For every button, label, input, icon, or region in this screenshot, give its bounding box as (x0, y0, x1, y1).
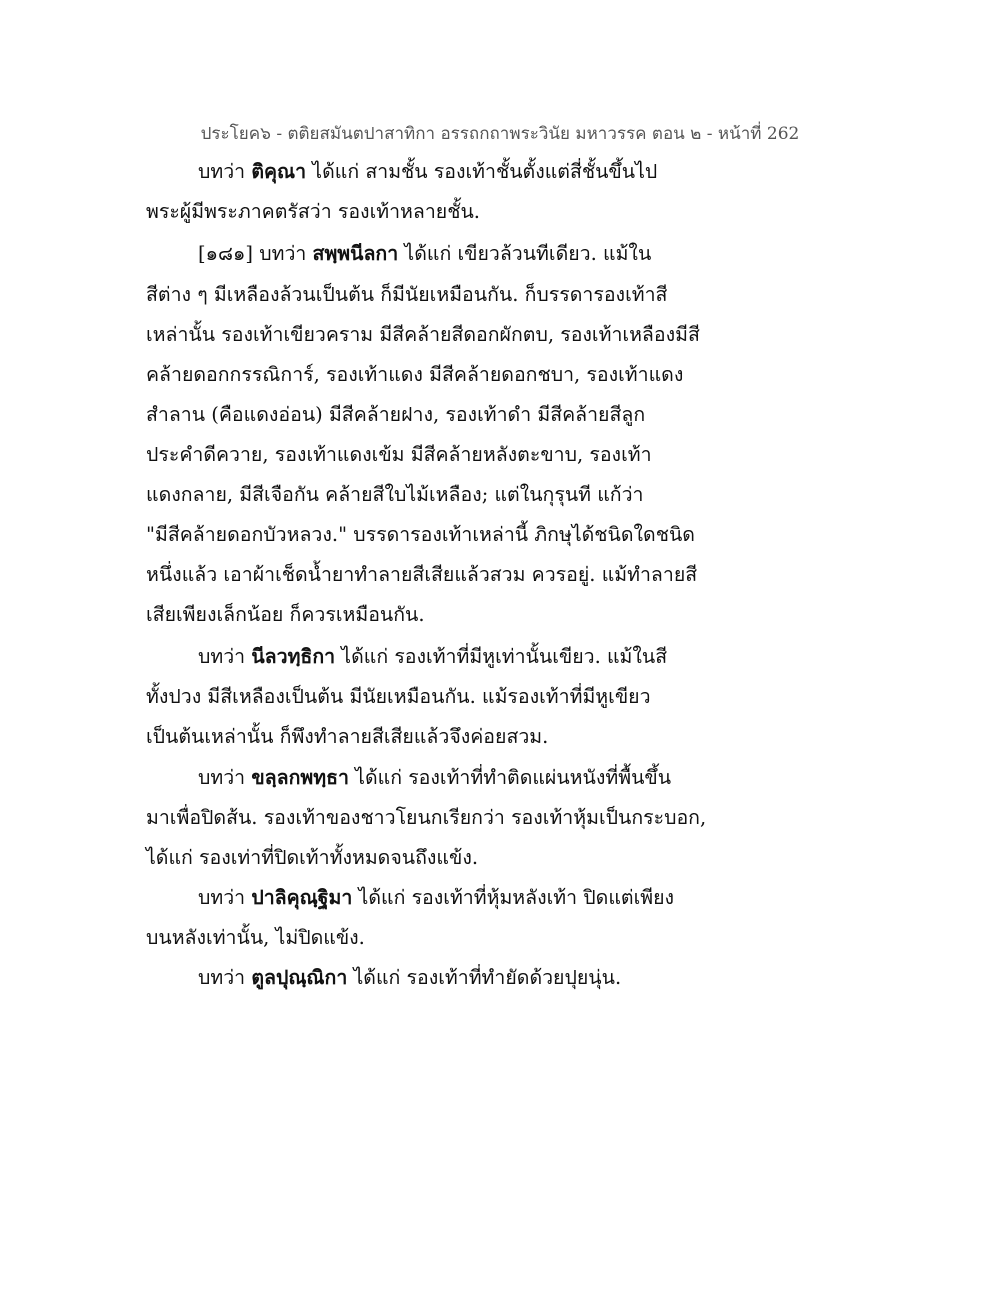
text-line (146, 483, 644, 506)
text-line (198, 966, 621, 989)
text-run: [๑๘๑] บทว่า (198, 242, 313, 265)
pali-term: ติคุณา (251, 160, 307, 183)
text-line (146, 323, 700, 346)
text-run: ได้แก่ สามชั้น รองเท้าชั้นตั้งแต่สี่ชั้นขึ้นไป (306, 160, 658, 183)
text-run: ได้แก่ รองเท้าที่ทำยัดด้วยปุยนุ่น. (347, 966, 622, 989)
text-run: บทว่า (198, 886, 252, 909)
text-line (146, 363, 683, 386)
text-line (198, 645, 667, 668)
pali-term: ตูลปุณฺณิกา (251, 966, 348, 989)
text-run: สีต่าง ๆ มีเหลืองล้วนเป็นต้น ก็มีนัยเหมือนกัน. ก็บรรดารองเท้าสี (146, 283, 668, 306)
page-header: ประโยค๖ - ตติยสมันตปาสาทิกา อรรถกถาพระวินัย มหาวรรค ตอน ๒ - หน้าที่ 262 (200, 124, 800, 144)
text-line (146, 926, 365, 949)
text-run: ทั้งปวง มีสีเหลืองเป็นต้น มีนัยเหมือนกัน. แม้รองเท้าที่มีหูเขียว (146, 685, 651, 708)
text-line (198, 886, 674, 909)
text-run: บทว่า (198, 766, 252, 789)
pali-term: ปาลิคุณฺฐิมา (251, 886, 353, 909)
text-run: ได้แก่ รองเท้าที่หุ้มหลังเท้า ปิดแต่เพียง (352, 886, 675, 909)
text-run: มาเพื่อปิดส้น. รองเท้าของชาวโยนกเรียกว่า รองเท้าหุ้มเป็นกระบอก, (146, 806, 707, 829)
text-line (146, 443, 652, 466)
text-run: บทว่า (198, 160, 252, 183)
text-line (146, 806, 706, 829)
text-line (146, 283, 667, 306)
pali-term: ขลฺลกพทฺธา (251, 766, 349, 789)
text-line (146, 685, 651, 708)
text-run: เสียเพียงเล็กน้อย ก็ควรเหมือนกัน. (146, 603, 425, 626)
text-run: สำลาน (คือแดงอ่อน) มีสีคล้ายฝาง, รองเท้าดำ มีสีคล้ายสีลูก (146, 403, 646, 426)
text-run: ได้แก่ รองเท่าที่ปิดเท้าทั้งหมดจนถึงแข้ง. (146, 846, 479, 869)
text-line (146, 603, 425, 626)
text-line (198, 160, 657, 183)
text-run: บทว่า (198, 645, 252, 668)
text-run: หนึ่งแล้ว เอาผ้าเช็ดน้ำยาทำลายสีเสียแล้วสวม ควรอยู่. แม้ทำลายสี (146, 563, 698, 586)
text-line (198, 242, 651, 265)
text-line (146, 403, 645, 426)
text-run: "มีสีคล้ายดอกบัวหลวง." บรรดารองเท้าเหล่านี้ ภิกษุได้ชนิดใดชนิด (146, 523, 695, 546)
text-run: บทว่า (198, 966, 252, 989)
text-run: ได้แก่ รองเท้าที่มีหูเท่านั้นเขียว. แม้ในสี (335, 645, 668, 668)
pali-term: สพฺพนีลกา (312, 242, 399, 265)
text-run: พระผู้มีพระภาคตรัสว่า รองเท้าหลายชั้น. (146, 200, 480, 223)
text-run: บนหลังเท่านั้น, ไม่ปิดแข้ง. (146, 926, 365, 949)
pali-term: นีลวทฺธิกา (251, 645, 336, 668)
text-run: เหล่านั้น รองเท้าเขียวคราม มีสีคล้ายสีดอกผักตบ, รองเท้าเหลืองมีสี (146, 323, 700, 346)
text-line (146, 563, 697, 586)
text-line (146, 846, 478, 869)
text-run: ได้แก่ เขียวล้วนทีเดียว. แม้ใน (398, 242, 652, 265)
text-run: ได้แก่ รองเท้าที่ทำติดแผ่นหนังที่พื้นขึ้น (348, 766, 672, 789)
text-run: ประคำดีควาย, รองเท้าแดงเข้ม มีสีคล้ายหลังตะขาบ, รองเท้า (146, 443, 652, 466)
text-run: แดงกลาย, มีสีเจือกัน คล้ายสีใบไม้เหลือง; แต่ในกุรุนที แก้ว่า (146, 483, 644, 506)
text-run: คล้ายดอกกรรณิการ์, รองเท้าแดง มีสีคล้ายดอกชบา, รองเท้าแดง (146, 363, 684, 386)
text-line (198, 766, 671, 789)
text-line (146, 200, 480, 223)
text-line (146, 725, 548, 748)
text-line (146, 523, 695, 546)
text-run: เป็นต้นเหล่านั้น ก็พึงทำลายสีเสียแล้วจึงค่อยสวม. (146, 725, 549, 748)
